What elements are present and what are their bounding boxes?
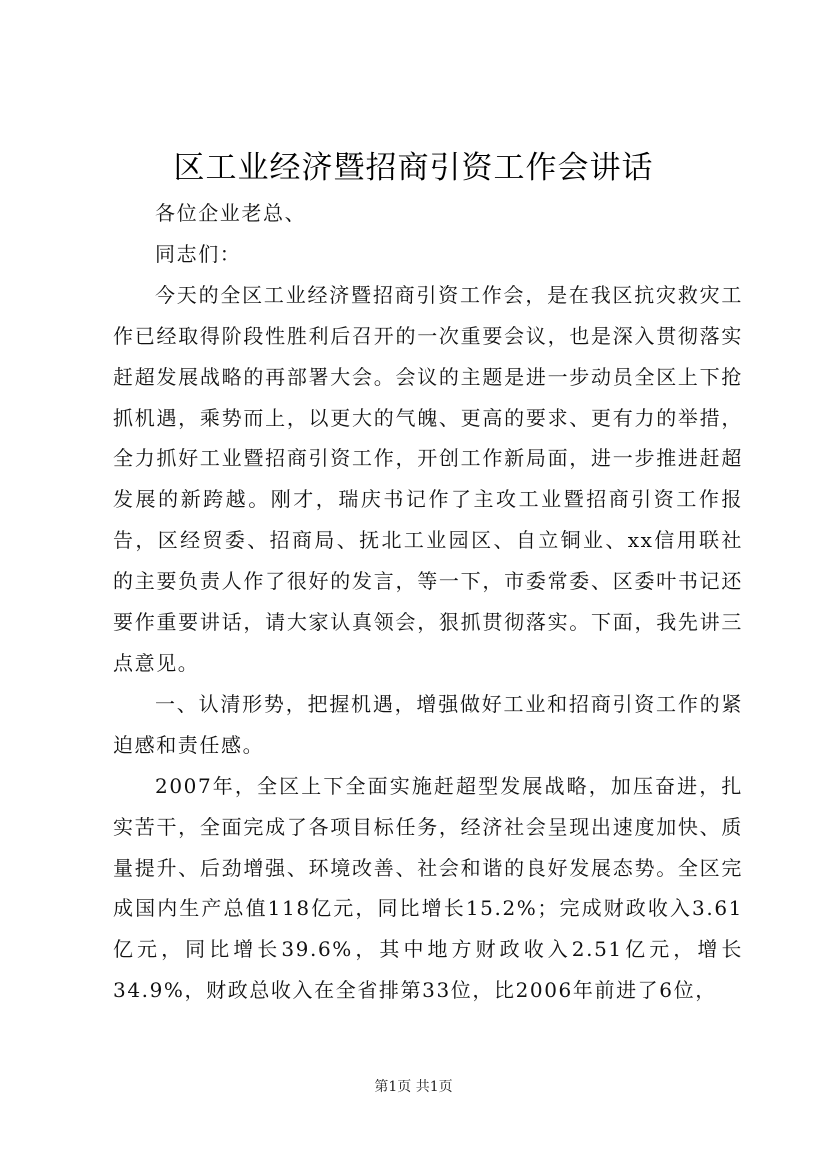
section-heading: 一、认清形势，把握机遇，增强做好工业和招商引资工作的紧迫感和责任感。 bbox=[113, 691, 743, 757]
salutation-line: 同志们： bbox=[155, 241, 242, 266]
page-footer: 第1页 共1页 bbox=[374, 1079, 453, 1095]
body-paragraph: 2007年，全区上下全面实施赶超型发展战略，加压奋进，扎实苦干，全面完成了各项目标任务，经济社会呈现出速度加快、质量提升、后劲增强、环境改善、社会和谐的良好发展态势。全区完成国内生产总值118亿元，同比增长15.2%；完成财政收入3.61亿元，同比增长39.6%，其中地方财政收入2.51亿元，增长34.9%，财政总收入在全省排第33位，比2006年前进了6位， bbox=[113, 773, 743, 1003]
salutation-line: 各位企业老总、 bbox=[155, 201, 307, 225]
document-title: 区工业经济暨招商引资工作会讲话 bbox=[173, 150, 654, 186]
document-body bbox=[113, 193, 743, 1011]
body-paragraph: 今天的全区工业经济暨招商引资工作会，是在我区抗灾救灾工作已经取得阶段性胜利后召开的一次重要会议，也是深入贯彻落实赶超发展战略的再部署大会。会议的主题是进一步动员全区上下抢抓机遇，乘势而上，以更大的气魄、更高的要求、更有力的举措，全力抓好工业暨招商引资工作，开创工作新局面，进一步推进赶超发展的新跨越。刚才，瑞庆书记作了主攻工业暨招商引资工作报告，区经贸委、招商局、抚北工业园区、自立铜业、xx信用联社的主要负责人作了很好的发言，等一下，市委常委、区委叶书记还要作重要讲话，请大家认真领会，狠抓贯彻落实。下面，我先讲三点意见。 bbox=[113, 282, 743, 675]
